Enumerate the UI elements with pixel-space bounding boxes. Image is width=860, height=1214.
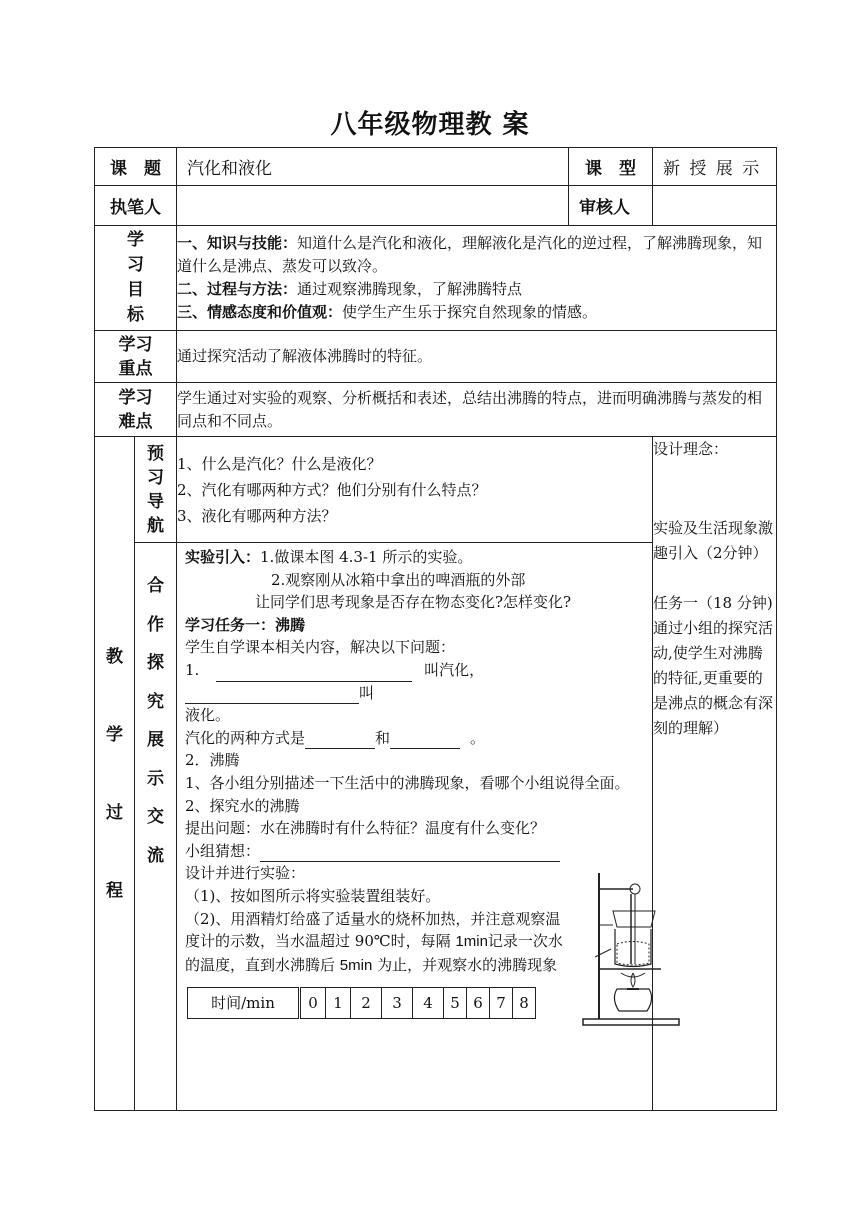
difficulties-text: 学生通过对实验的观察、分析概括和表述，总结出沸腾的特点，进而明确沸腾与蒸发的相同点和不同点。 <box>177 383 777 437</box>
explore-label-char: 交 <box>147 807 164 827</box>
design-line: 设计并进行实验： <box>185 864 306 883</box>
q1-mid: 叫汽化， <box>424 660 485 679</box>
q1-tail: 液化。 <box>185 706 231 725</box>
q1-end: 叫 <box>359 683 375 702</box>
task-head: 学习任务一：沸腾 <box>185 615 306 634</box>
preview-questions <box>177 437 653 543</box>
objective-text: 知道什么是汽化和液化，理解液化是汽化的逆过程，了解沸腾现象，知道什么是沸点、蒸发可以致冷。 <box>177 234 763 275</box>
step2-unit: 1min <box>455 933 488 951</box>
author-value <box>177 186 569 226</box>
guess-label: 小组猜想： <box>185 841 261 860</box>
difficulties-label <box>95 383 177 437</box>
time-cell: 0 <box>300 988 326 1019</box>
objective-text: 通过观察沸腾现象，了解沸腾特点 <box>297 280 523 298</box>
objective-text: 使学生产生乐于探究自然现象的情感。 <box>342 303 598 321</box>
explore-label-char: 探 <box>147 653 164 673</box>
explore-label-char: 作 <box>147 614 164 635</box>
topic-value: 汽化和液化 <box>177 148 569 186</box>
step2-text: 为止，并观察水的沸腾现象 <box>372 955 558 974</box>
key-points-label <box>95 331 177 383</box>
objectives-label-char: 目 <box>127 280 144 300</box>
process-label-char: 过 <box>106 802 123 823</box>
boil-head: 2．沸腾 <box>185 751 240 770</box>
process-label-char: 学 <box>106 724 123 745</box>
boil-line: 2、探究水的沸腾 <box>185 796 300 815</box>
preview-label-char: 导 <box>147 491 164 512</box>
reviewer-label: 审核人 <box>569 186 653 226</box>
key-points-label-line: 学习 <box>118 334 153 355</box>
ways-line <box>185 727 644 750</box>
design-note-1: 实验及生活现象激趣引入（2分钟） <box>653 519 774 562</box>
objective-item <box>177 301 776 324</box>
step-2 <box>185 908 575 978</box>
objective-item <box>177 232 776 278</box>
time-cell: 1 <box>326 988 351 1019</box>
time-header: 时间/min <box>188 988 300 1019</box>
explore-content <box>177 543 653 1111</box>
preview-question: 2、汽化有哪两种方式？他们分别有什么特点？ <box>177 480 487 499</box>
time-cell: 6 <box>467 988 490 1019</box>
time-cell: 2 <box>351 988 382 1019</box>
preview-label-char: 习 <box>147 467 164 488</box>
ways-mid: 和 <box>375 728 391 747</box>
intro-line: 让同学们思考现象是否存在物态变化?怎样变化? <box>255 593 572 612</box>
intro-line: 1.做课本图 4.3-1 所示的实验。 <box>260 548 473 566</box>
preview-label-char: 航 <box>147 515 164 536</box>
explore-label-char: 合 <box>147 576 164 596</box>
objectives-content <box>177 226 777 331</box>
ways-prefix: 汽化的两种方式是 <box>185 728 306 747</box>
author-label: 执笔人 <box>95 186 177 226</box>
intro-line: 2.观察刚从冰箱中拿出的啤酒瓶的外部 <box>271 570 526 589</box>
step-1: （1)、按如图所示将实验装置组装好。 <box>185 886 441 905</box>
explore-label-char: 展 <box>147 730 164 750</box>
process-label-char: 程 <box>106 880 123 901</box>
self-study-line: 学生自学课本相关内容，解决以下问题： <box>185 638 456 657</box>
step2-text: （2)、用酒精灯给盛了适量水的烧杯加热，并注意观察温度计的示数，当水温超过 90℃时，每隔 <box>185 909 561 951</box>
explore-label-char: 流 <box>147 845 164 866</box>
objectives-label-char: 习 <box>127 255 144 275</box>
process-label <box>95 437 135 1111</box>
intro-head: 实验引入： <box>185 548 261 566</box>
objectives-label-char: 学 <box>127 230 144 250</box>
ways-blank-1 <box>305 730 375 749</box>
q1-blank-1 <box>216 663 412 682</box>
ways-blank-2 <box>390 730 460 749</box>
design-note-2: 任务一（18 分钟)通过小组的探究活动,使学生对沸腾的特征,更重要的是沸点的概念有深刻的理解） <box>653 594 774 737</box>
boiling-apparatus-icon <box>581 869 681 1029</box>
question-line: 提出问题：水在沸腾时有什么特征？温度有什么变化？ <box>185 819 546 838</box>
type-label: 课 型 <box>569 148 653 186</box>
objectives-label-char: 标 <box>127 305 144 325</box>
preview-question: 3、液化有哪两种方法？ <box>177 506 337 525</box>
preview-question: 1、什么是汽化？什么是液化？ <box>177 454 382 473</box>
objective-item <box>177 278 776 301</box>
time-cell: 4 <box>413 988 444 1019</box>
preview-label-char: 预 <box>147 443 164 464</box>
time-cell: 5 <box>444 988 467 1019</box>
reviewer-value <box>653 186 777 226</box>
objective-head: 二、过程与方法： <box>177 280 298 298</box>
preview-label <box>135 437 177 543</box>
guess-line <box>185 840 644 863</box>
key-points-label-line: 重点 <box>118 358 153 379</box>
step2-text: 记录一次水的温度，直到水沸腾后 <box>185 932 563 974</box>
objectives-label <box>95 226 177 331</box>
boil-line: 1、各小组分别描述一下生活中的沸腾现象，看哪个小组说得全面。 <box>185 773 630 792</box>
ways-end: 。 <box>470 728 486 747</box>
guess-blank <box>260 843 560 862</box>
q1-prefix: 1. <box>185 660 200 679</box>
explore-label <box>135 543 177 1111</box>
type-value: 新 授 展 示 <box>653 148 777 186</box>
explore-label-char: 示 <box>147 768 164 789</box>
time-table <box>187 987 536 1019</box>
key-points-text: 通过探究活动了解液体沸腾时的特征。 <box>177 331 777 383</box>
q1-blank-2 <box>185 685 359 704</box>
time-cell: 3 <box>382 988 413 1019</box>
difficulties-label-line: 难点 <box>118 411 153 432</box>
objective-head: 一、知识与技能： <box>177 234 298 252</box>
page-title: 八年级物理教 案 <box>330 110 530 140</box>
question-1 <box>185 659 644 704</box>
objective-head: 三、情感态度和价值观： <box>177 303 343 321</box>
design-idea-label: 设计理念： <box>653 440 729 458</box>
topic-label: 课 题 <box>95 148 177 186</box>
difficulties-label-line: 学习 <box>118 387 153 408</box>
process-label-char: 教 <box>106 646 123 667</box>
time-cell: 7 <box>490 988 513 1019</box>
lesson-plan-table <box>94 147 777 1111</box>
time-cell: 8 <box>513 988 536 1019</box>
step2-unit: 5min <box>339 956 373 974</box>
explore-label-char: 究 <box>147 691 164 712</box>
